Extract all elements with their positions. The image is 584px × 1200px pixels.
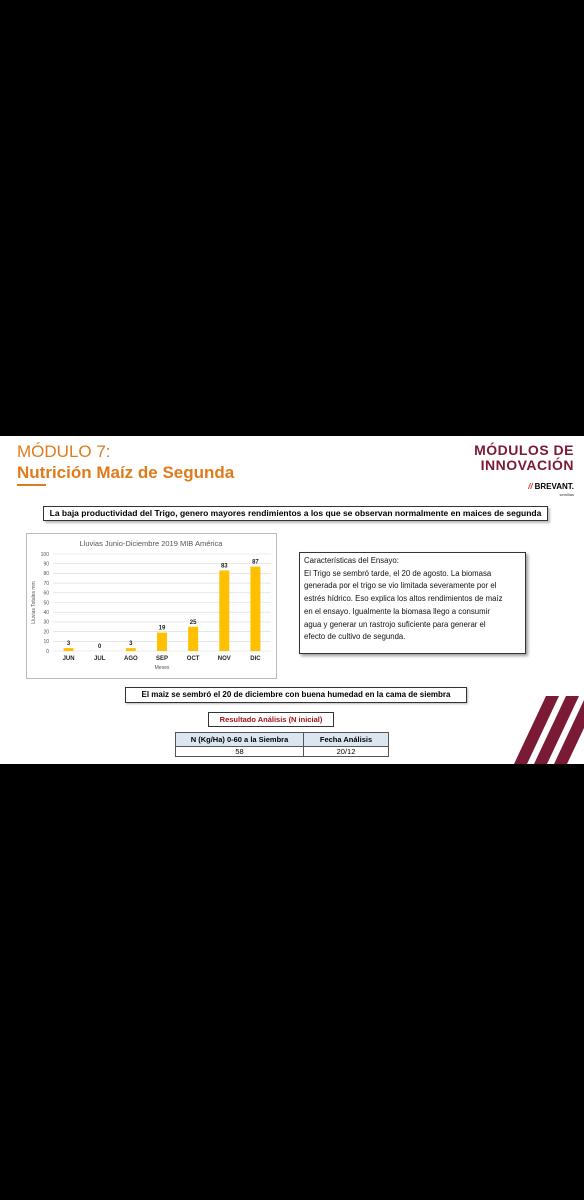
rainfall-chart xyxy=(26,533,277,679)
result-table xyxy=(175,732,389,757)
bar xyxy=(250,567,260,651)
y-tick-label: 30 xyxy=(43,619,49,626)
x-tick-label: JUN xyxy=(62,656,75,662)
description-box xyxy=(299,552,526,654)
description-line: en el ensayo. Igualmente la biomasa llego a consumir xyxy=(304,606,490,616)
slide-title: Nutrición Maíz de Segunda xyxy=(17,463,235,482)
table-row xyxy=(176,747,389,757)
y-tick-label: 80 xyxy=(43,571,49,578)
x-axis-label: Meses xyxy=(154,665,170,671)
x-tick-label: AGO xyxy=(124,656,138,662)
description-line: estrés hídrico. Eso explica los altos rendimientos de maíz xyxy=(304,594,503,604)
x-tick-label: DIC xyxy=(250,656,261,662)
title-underline xyxy=(17,484,46,486)
table-header-row xyxy=(176,733,389,747)
y-tick-label: 60 xyxy=(43,590,49,597)
bar xyxy=(188,627,198,651)
banner-bottom: El maiz se sembró el 20 de diciembre con buena humedad en la cama de siembra xyxy=(125,687,467,703)
description-line: efecto de cultivo de segunda. xyxy=(304,632,406,642)
logo-subtext: semillas xyxy=(559,492,574,497)
table-cell: 58 xyxy=(176,747,304,757)
data-label: 87 xyxy=(252,559,259,566)
table-header: N (Kg/Ha) 0-60 a la Siembra xyxy=(176,733,304,747)
description-heading: Características del Ensayo: xyxy=(304,556,399,565)
y-tick-label: 100 xyxy=(40,551,49,558)
bar xyxy=(219,570,229,651)
logo-mark-icon: // xyxy=(528,482,533,491)
description-line: El Trigo se sembró tarde, el 20 de agosto. La biomasa xyxy=(304,568,492,578)
data-label: 0 xyxy=(98,644,102,650)
y-tick-label: 90 xyxy=(43,561,49,568)
data-label: 25 xyxy=(189,619,197,626)
table-cell: 20/12 xyxy=(304,747,389,757)
y-tick-label: 0 xyxy=(46,648,49,655)
y-tick-label: 40 xyxy=(43,610,49,616)
presentation-slide xyxy=(0,436,584,764)
x-tick-label: OCT xyxy=(186,656,200,662)
data-label: 83 xyxy=(220,563,228,570)
y-tick-label: 20 xyxy=(43,629,49,636)
y-tick-label: 70 xyxy=(43,580,49,587)
brevant-logo xyxy=(528,482,574,491)
y-axis-label: Lluvias Totales mm xyxy=(31,581,37,624)
description-line: agua y generar un rastrojo suficiente para generar el xyxy=(304,619,486,629)
data-label: 3 xyxy=(66,641,71,648)
x-tick-label: JUL xyxy=(94,656,106,662)
chart-svg xyxy=(27,534,276,678)
bar xyxy=(126,648,136,651)
slide-title-module: MÓDULO 7: xyxy=(17,442,111,461)
data-label: 19 xyxy=(158,625,166,632)
x-tick-label: NOV xyxy=(217,656,231,662)
brand-title-line1: MÓDULOS DE xyxy=(474,442,574,458)
bar xyxy=(157,633,167,651)
description-line: generada por el trigo se vio limitada severamente por el xyxy=(304,581,497,591)
y-tick-label: 50 xyxy=(43,600,49,607)
y-tick-label: 10 xyxy=(43,639,49,646)
result-label: Resultado Análisis (N inicial) xyxy=(208,712,334,727)
brand-title-line2: INNOVACIÓN xyxy=(480,457,574,473)
table-header: Fecha Análisis xyxy=(304,733,389,747)
bar xyxy=(64,648,74,651)
logo-text: BREVANT. xyxy=(534,482,574,491)
decorative-stripes xyxy=(514,696,584,764)
chart-title: Lluvias Junio-Diciembre 2019 MIB América xyxy=(79,539,223,548)
x-tick-label: SEP xyxy=(155,656,169,662)
banner-top: La baja productividad del Trigo, genero mayores rendimientos a los que se observan normalmente en maices de segunda xyxy=(43,506,548,521)
data-label: 3 xyxy=(129,641,133,648)
